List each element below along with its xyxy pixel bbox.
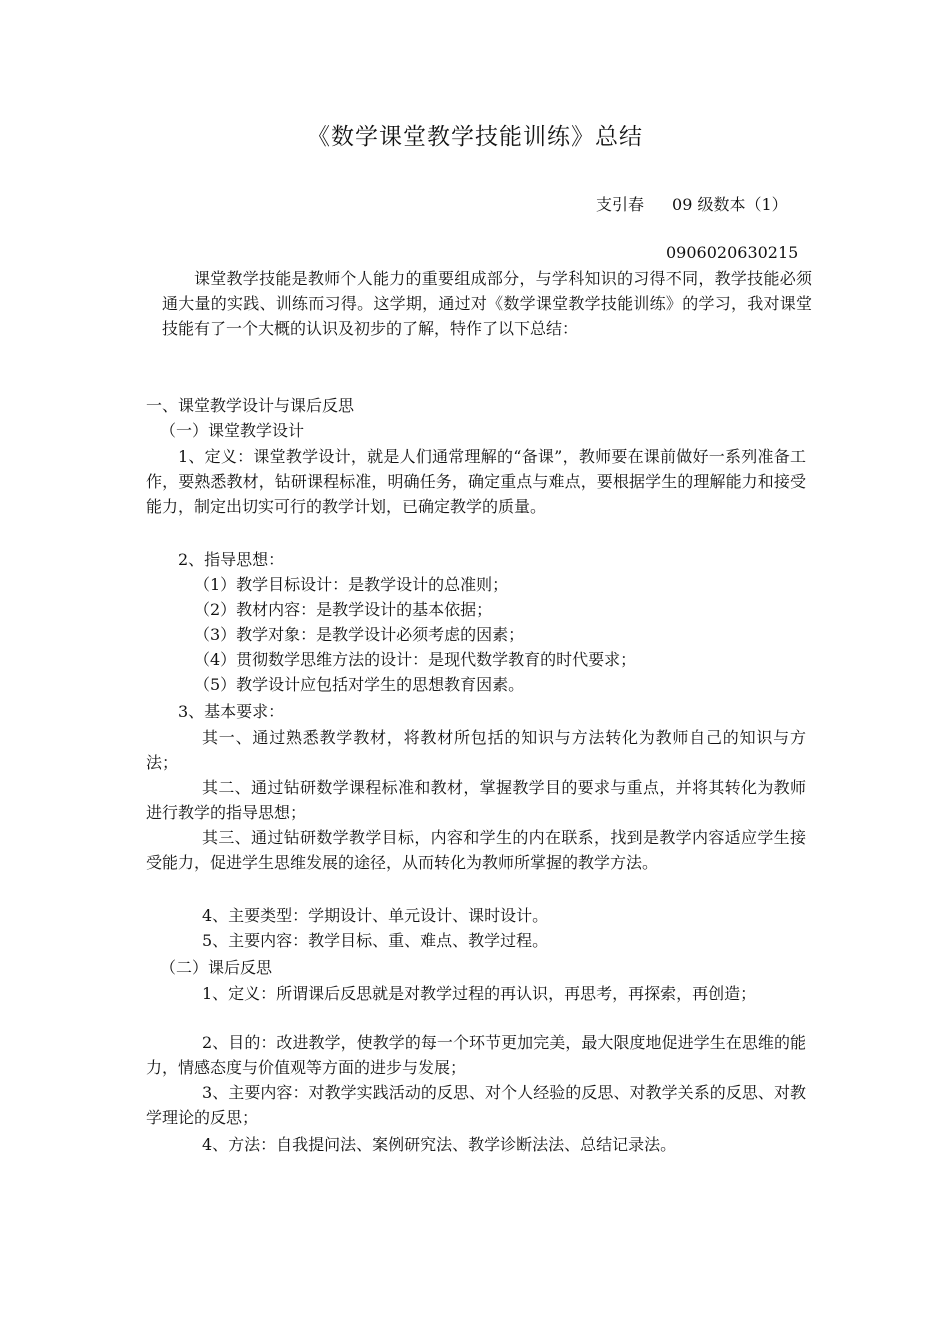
subsection-heading: （一）课堂教学设计	[160, 421, 305, 440]
intro-paragraph: 课堂教学技能是教师个人能力的重要组成部分，与学科知识的习得不同，教学技能必须通大量的实践、训练而习得。这学期，通过对《数学课堂教学技能训练》的学习，我对课堂技能有了一个大概的认识及初步的了解，特作了以下总结：	[162, 269, 812, 338]
author-class: 09 级数本（1）	[672, 195, 788, 214]
item-guiding-ideas: 2、指导思想：	[178, 550, 285, 569]
item-main-types: 4、主要类型：学期设计、单元设计、课时设计。	[202, 906, 549, 925]
section-heading: 一、课堂教学设计与课后反思	[146, 396, 355, 415]
list-item: （5）教学设计应包括对学生的思想教育因素。	[194, 675, 525, 694]
list-item: （2）教材内容：是教学设计的基本依据；	[194, 600, 493, 619]
paragraph-requirement-1: 其一、通过熟悉教学教材，将教材所包括的知识与方法转化为教师自己的知识与方法；	[146, 728, 806, 772]
item-reflection-methods: 4、方法：自我提问法、案例研究法、教学诊断法法、总结记录法。	[202, 1135, 677, 1154]
document-title: 《数学课堂教学技能训练》总结	[307, 124, 643, 150]
subsection-heading: （二）课后反思	[160, 958, 273, 977]
paragraph-requirement-2: 其二、通过钻研数学课程标准和教材，掌握教学目的要求与重点，并将其转化为教师进行教学的指导思想；	[146, 778, 806, 822]
paragraph-requirement-3: 其三、通过钻研数学教学目标，内容和学生的内在联系，找到是教学内容适应学生接受能力，促进学生思维发展的途径，从而转化为教师所掌握的教学方法。	[146, 828, 806, 872]
item-basic-requirements: 3、基本要求：	[178, 702, 285, 721]
paragraph-reflection-purpose: 2、目的：改进教学，使教学的每一个环节更加完美，最大限度地促进学生在思维的能力，情感态度与价值观等方面的进步与发展；	[146, 1033, 806, 1077]
paragraph-reflection-definition: 1、定义：所谓课后反思就是对教学过程的再认识，再思考，再探索，再创造；	[202, 984, 757, 1003]
author-line	[596, 192, 788, 215]
list-item: （1）教学目标设计：是教学设计的总准则；	[194, 575, 509, 594]
paragraph-definition: 1、定义：课堂教学设计，就是人们通常理解的“备课”，教师要在课前做好一系列准备工作，要熟悉教材，钻研课程标准，明确任务，确定重点与难点，要根据学生的理解能力和接受能力，制定出切实可行的教学计划，已确定教学的质量。	[146, 447, 806, 516]
list-item: （4）贯彻数学思维方法的设计：是现代数学教育的时代要求；	[194, 650, 637, 669]
list-item: （3）教学对象：是教学设计必须考虑的因素；	[194, 625, 525, 644]
paragraph-reflection-contents: 3、主要内容：对教学实践活动的反思、对个人经验的反思、对教学关系的反思、对教学理论的反思；	[146, 1083, 806, 1127]
item-main-contents: 5、主要内容：教学目标、重、难点、教学过程。	[202, 931, 549, 950]
author-name: 支引春	[596, 195, 645, 214]
intro-paragraph-wrap	[162, 266, 812, 341]
student-id: 0906020630215	[666, 243, 799, 262]
